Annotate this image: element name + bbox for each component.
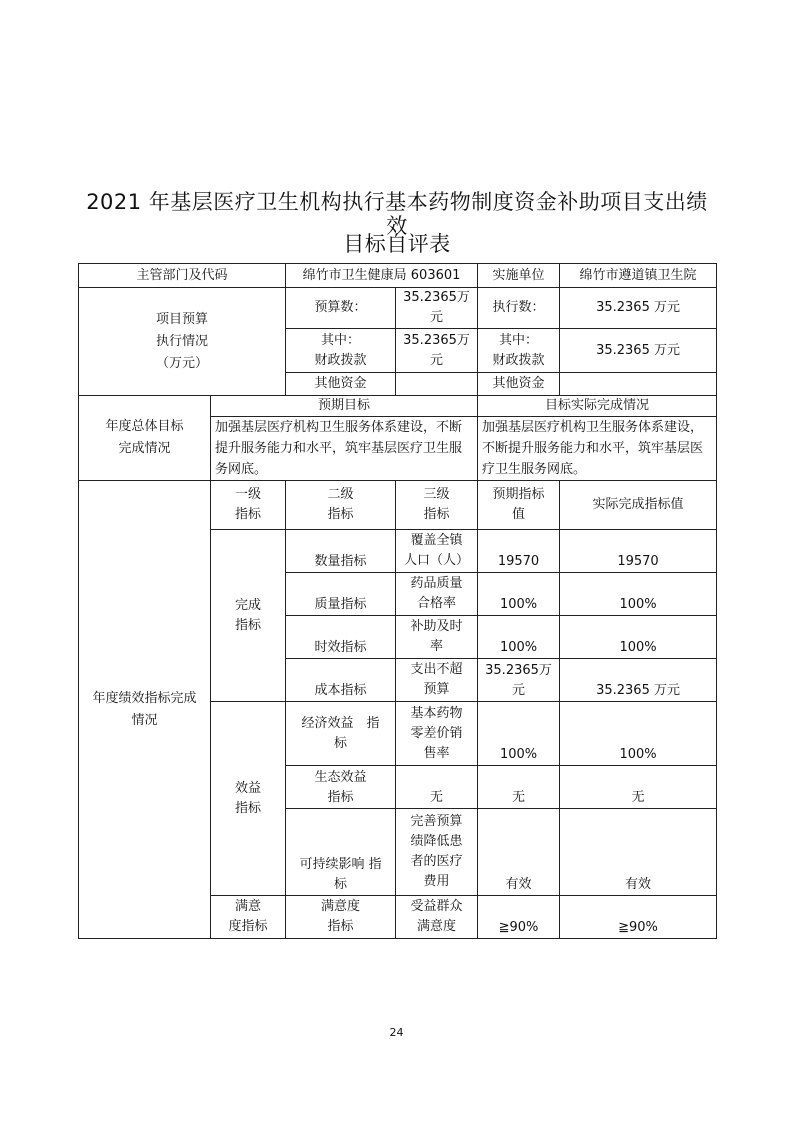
benefit-group-label: 效益 指标 xyxy=(211,702,286,896)
budget-amount-value: 35.2365万元 xyxy=(396,288,478,329)
level3-cell: 支出不超 预算 xyxy=(396,659,478,702)
level2-cell: 可持续影响 指 标 xyxy=(286,809,396,896)
level3-cell: 覆盖全镇 人口（人） xyxy=(396,530,478,573)
level3-cell: 药品质量 合格率 xyxy=(396,573,478,616)
document-title-continued: 目标自评表 xyxy=(343,232,451,256)
level3-cell: 完善预算 绩降低患 者的医疗 费用 xyxy=(396,809,478,896)
level3-cell: 无 xyxy=(396,766,478,809)
dept-value: 绵竹市卫生健康局 603601 xyxy=(286,264,478,288)
expected-value-cell: 无 xyxy=(478,766,560,809)
level2-cell: 时效指标 xyxy=(286,616,396,659)
expected-value-cell: 有效 xyxy=(478,809,560,896)
expected-value-cell: 19570 xyxy=(478,530,560,573)
actual-value-header: 实际完成指标值 xyxy=(560,481,717,530)
other-funds-label: 其他资金 xyxy=(286,373,396,396)
actual-value-cell: 100% xyxy=(560,616,717,659)
exec-amount-value: 35.2365 万元 xyxy=(560,288,717,329)
level2-cell: 数量指标 xyxy=(286,530,396,573)
actual-goal-header: 目标实际完成情况 xyxy=(478,396,717,417)
header-row xyxy=(79,264,717,288)
goals-header-row xyxy=(79,396,717,417)
level2-cell: 质量指标 xyxy=(286,573,396,616)
goals-section-label: 年度总体目标 完成情况 xyxy=(79,396,211,481)
document-title: 2021 年基层医疗卫生机构执行基本药物制度资金补助项目支出绩效 xyxy=(86,190,708,238)
level2-cell: 成本指标 xyxy=(286,659,396,702)
level2-cell: 满意度 指标 xyxy=(286,896,396,939)
level3-cell: 基本药物 零差价销 售率 xyxy=(396,702,478,766)
budget-amount-label: 预算数： xyxy=(286,288,396,329)
other-funds-value xyxy=(396,373,478,396)
level3-cell: 受益群众 满意度 xyxy=(396,896,478,939)
actual-value-cell: 35.2365 万元 xyxy=(560,659,717,702)
actual-value-cell: 有效 xyxy=(560,809,717,896)
level1-header: 一级 指标 xyxy=(211,481,286,530)
budget-section-label: 项目预算 执行情况 （万元） xyxy=(79,288,286,396)
actual-value-cell: 100% xyxy=(560,573,717,616)
level3-cell: 补助及时 率 xyxy=(396,616,478,659)
expected-value-cell: 100% xyxy=(478,573,560,616)
expected-value-cell: 100% xyxy=(478,616,560,659)
expected-value-cell: 100% xyxy=(478,702,560,766)
impl-label: 实施单位 xyxy=(478,264,560,288)
actual-goal-text: 加强基层医疗机构卫生服务体系建设，不断提升服务能力和水平，筑牢基层医疗卫生服务网底。 xyxy=(478,417,717,481)
satisfaction-group-label: 满意 度指标 xyxy=(211,896,286,939)
expected-goal-text: 加强基层医疗机构卫生服务体系建设，不断提升服务能力和水平，筑牢基层医疗卫生服务网底。 xyxy=(211,417,478,481)
actual-value-cell: 无 xyxy=(560,766,717,809)
expected-value-cell: 35.2365万 元 xyxy=(478,659,560,702)
expected-goal-header: 预期目标 xyxy=(211,396,478,417)
level2-header: 二级 指标 xyxy=(286,481,396,530)
page-number: 24 xyxy=(389,1026,404,1039)
actual-value-cell: 100% xyxy=(560,702,717,766)
impl-value: 绵竹市遵道镇卫生院 xyxy=(560,264,717,288)
completion-group-label: 完成 指标 xyxy=(211,530,286,702)
other-funds-exec-value xyxy=(560,373,717,396)
fiscal-exec-value: 35.2365 万元 xyxy=(560,329,717,373)
other-funds-exec-label: 其他资金 xyxy=(478,373,560,396)
budget-row xyxy=(79,288,717,329)
performance-section-label: 年度绩效指标完成 情况 xyxy=(79,481,211,939)
dept-label: 主管部门及代码 xyxy=(79,264,286,288)
level3-header: 三级 指标 xyxy=(396,481,478,530)
exec-amount-label: 执行数： xyxy=(478,288,560,329)
fiscal-label: 其中： 财政拨款 xyxy=(286,329,396,373)
evaluation-table xyxy=(78,263,717,939)
level2-cell: 生态效益 指标 xyxy=(286,766,396,809)
fiscal-exec-label: 其中： 财政拨款 xyxy=(478,329,560,373)
expected-value-header: 预期指标 值 xyxy=(478,481,560,530)
indicator-header-row xyxy=(79,481,717,530)
expected-value-cell: ≧90% xyxy=(478,896,560,939)
actual-value-cell: ≧90% xyxy=(560,896,717,939)
fiscal-value: 35.2365万元 xyxy=(396,329,478,373)
level2-cell: 经济效益 指 标 xyxy=(286,702,396,766)
actual-value-cell: 19570 xyxy=(560,530,717,573)
